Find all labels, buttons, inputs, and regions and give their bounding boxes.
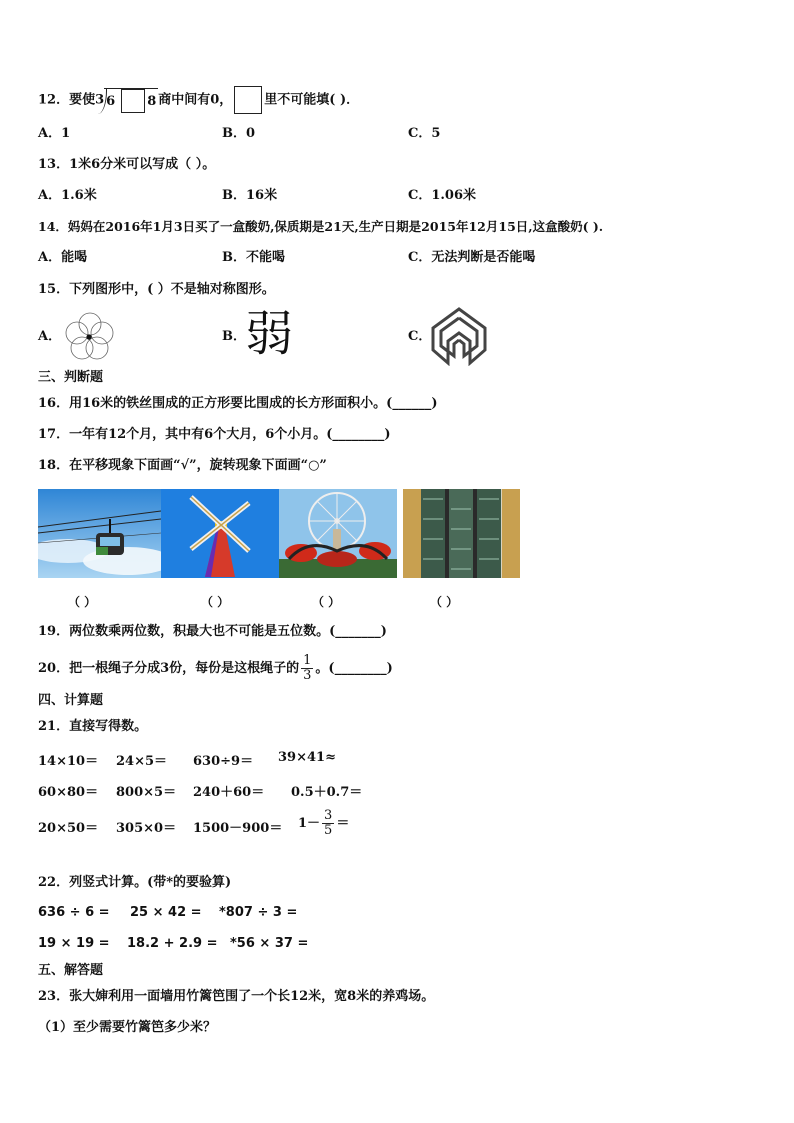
q23-text: 23．张大婶利用一面墙用竹篱笆围了一个长12米，宽8米的养鸡场。 — [38, 989, 435, 1004]
q15-option-a-label[interactable]: A． — [38, 329, 62, 344]
vcalc-2-2: 18.2 + 2.9 = — [127, 936, 218, 951]
q23-sub1: （1）至少需要竹篱笆多少米？ — [38, 1020, 217, 1035]
q18-answer-3[interactable]: （ ） — [312, 595, 341, 609]
q18-text: 18．在平移现象下面画“√”，旋转现象下面画“○” — [38, 458, 327, 473]
q12-line — [38, 86, 359, 114]
q12-option-a[interactable]: A．1 — [38, 126, 71, 141]
q22-title: 22．列竖式计算。(带*的要验算) — [38, 875, 232, 890]
q18-answer-2[interactable]: （ ） — [201, 595, 230, 609]
q18-answer-1[interactable]: （ ） — [68, 595, 97, 609]
q12-suffix: 里不可能填( )． — [264, 92, 360, 108]
q20-suffix: 。(________) — [315, 661, 393, 676]
q13-option-b[interactable]: B．16米 — [222, 188, 278, 203]
escalator-photo — [403, 489, 520, 578]
q20-line — [38, 652, 393, 686]
section-4-title: 四、计算题 — [38, 693, 104, 708]
calc-2-1: 60×80＝ — [38, 785, 99, 800]
division-bracket — [104, 88, 158, 113]
q12-option-c[interactable]: C．5 — [408, 126, 441, 141]
q15-option-b-label[interactable]: B． — [222, 329, 246, 344]
amusement-ride-photo — [279, 489, 397, 578]
calc-3-1: 20×50＝ — [38, 821, 99, 836]
q12-digit-6: 6 — [106, 93, 116, 109]
cable-car-photo — [38, 489, 161, 578]
calc-1-4: 39×41≈ — [278, 750, 336, 765]
calc-3-4-suffix: ＝ — [336, 816, 350, 831]
logo-figure — [430, 306, 488, 366]
q14-text: 14．妈妈在2016年1月3日买了一盒酸奶,保质期是21天,生产日期是2015年12月15日,这盒酸奶( ). — [38, 219, 604, 234]
blank-box-1[interactable] — [121, 89, 145, 113]
q20-frac-num: 1 — [303, 653, 312, 668]
vcalc-2-3: *56 × 37 = — [230, 936, 309, 951]
vcalc-1-2: 25 × 42 = — [130, 905, 202, 920]
q13-option-a[interactable]: A．1.6米 — [38, 188, 97, 203]
q15-text: 15．下列图形中，( ）不是轴对称图形。 — [38, 282, 275, 297]
q12-middle: 商中间有0， — [158, 92, 233, 108]
calc-3-4 — [298, 805, 349, 843]
calc-frac-den: 5 — [324, 823, 333, 838]
calc-2-3: 240＋60＝ — [193, 785, 265, 800]
q12-option-b[interactable]: B．0 — [222, 126, 256, 141]
section-5-title: 五、解答题 — [38, 963, 104, 978]
calc-frac-num: 3 — [324, 808, 333, 823]
calc-1-1: 14×10＝ — [38, 754, 99, 769]
windmill-photo — [161, 489, 279, 578]
calc-2-2: 800×5＝ — [116, 785, 177, 800]
q15-option-c-label[interactable]: C． — [408, 329, 432, 344]
q14-option-a[interactable]: A．能喝 — [38, 250, 88, 265]
q14-option-b[interactable]: B．不能喝 — [222, 250, 285, 265]
q14-option-c[interactable]: C．无法判断是否能喝 — [408, 250, 536, 265]
calc-3-4-prefix: 1－ — [298, 816, 321, 831]
flower-figure — [62, 311, 118, 363]
calc-2-4: 0.5＋0.7＝ — [291, 785, 363, 800]
blank-box-2[interactable] — [234, 86, 262, 114]
calc-1-3: 630÷9＝ — [193, 754, 254, 769]
q12-digit-8: 8 — [147, 93, 157, 109]
q13-option-c[interactable]: C．1.06米 — [408, 188, 477, 203]
vcalc-1-3: *807 ÷ 3 = — [219, 905, 298, 920]
q19-text: 19．两位数乘两位数，积最大也不可能是五位数。(_______) — [38, 624, 387, 639]
q13-text: 13．1米6分米可以写成（ ）。 — [38, 157, 216, 172]
section-3-title: 三、判断题 — [38, 370, 104, 385]
calc-3-3: 1500－900＝ — [193, 821, 283, 836]
calc-1-2: 24×5＝ — [116, 754, 168, 769]
q16-text: 16．用16米的铁丝围成的正方形要比围成的长方形面积小。(______) — [38, 396, 438, 411]
q18-answer-4[interactable]: （ ） — [430, 595, 459, 609]
calc-3-2: 305×0＝ — [116, 821, 177, 836]
vcalc-1-1: 636 ÷ 6 = — [38, 905, 110, 920]
q20-frac-den: 3 — [303, 668, 312, 683]
vcalc-2-1: 19 × 19 = — [38, 936, 110, 951]
fraction-three-fifths — [322, 809, 334, 838]
weak-character-figure: 弱 — [245, 306, 294, 362]
q20-prefix: 20．把一根绳子分成3份，每份是这根绳子的 — [38, 661, 300, 676]
q12-prefix: 12．要使3 — [38, 92, 105, 108]
q21-title: 21．直接写得数。 — [38, 719, 148, 734]
fraction-one-third — [301, 654, 313, 683]
q17-text: 17．一年有12个月，其中有6个大月，6个小月。(________) — [38, 427, 391, 442]
